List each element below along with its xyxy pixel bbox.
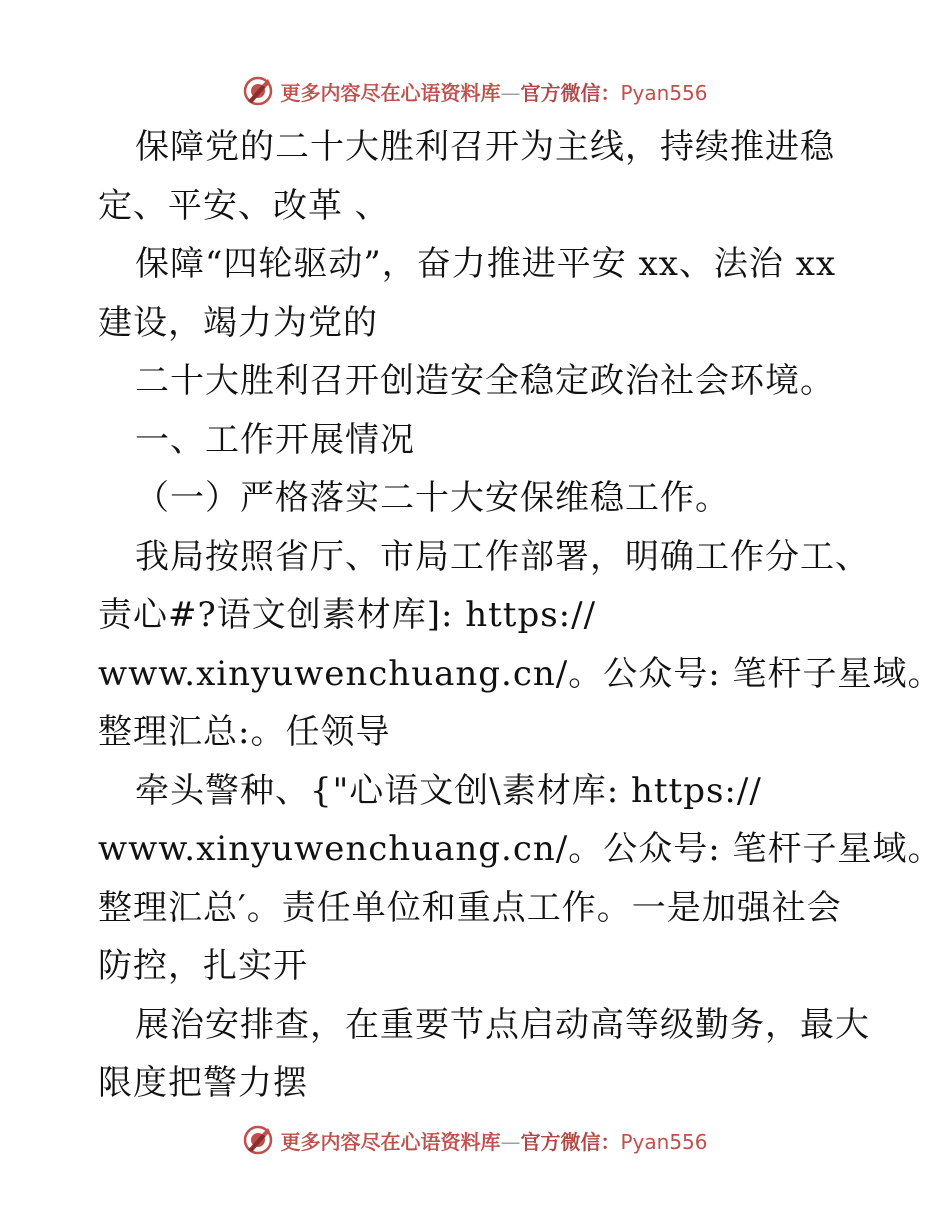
- text-line: 整理汇总′。责任单位和重点工作。一是加强社会: [98, 887, 842, 928]
- text-line: www.xinyuwenchuang.cn/。公众号: 笔杆子星域。: [98, 653, 943, 694]
- footer-wechat-id: Pyan556: [620, 1129, 708, 1154]
- header-wechat-label: 官方微信：: [520, 80, 621, 105]
- text-line: 整理汇总:。任领导: [98, 712, 391, 752]
- footer-wechat-label: 官方微信：: [520, 1129, 621, 1154]
- text-line: 我局按照省厅、市局工作部署，明确工作分工、: [135, 536, 870, 577]
- body-text: [98, 118, 943, 1113]
- pen-logo-icon: [242, 75, 274, 107]
- footer-banner-separator: —: [500, 1129, 521, 1154]
- footer-banner: [0, 1120, 950, 1160]
- text-line: 展治安排查，在重要节点启动高等级勤务，最大: [135, 1004, 870, 1045]
- footer-banner-text: [280, 1126, 707, 1155]
- header-banner-separator: —: [500, 80, 521, 105]
- text-line: www.xinyuwenchuang.cn/。公众号: 笔杆子星域。: [98, 829, 943, 869]
- text-line: 建设，竭力为党的: [98, 302, 378, 343]
- header-banner: [0, 71, 950, 111]
- text-line: 二十大胜利召开创造安全稳定政治社会环境。: [135, 361, 835, 401]
- subsection-heading: （一）严格落实二十大安保维稳工作。: [135, 478, 730, 518]
- text-line: 责心#?语文创素材库]: https://: [98, 595, 597, 635]
- header-banner-slogan: 更多内容尽在心语资料库: [280, 80, 501, 105]
- text-line: 牵头警种、{"心语文创\素材库: https://: [135, 770, 762, 811]
- header-banner-text: [280, 77, 707, 106]
- text-line: 保障党的二十大胜利召开为主线，持续推进稳: [135, 127, 835, 167]
- text-line: 保障“四轮驱动”，奋力推进平安 xx、法治 xx: [135, 244, 837, 284]
- footer-banner-slogan: 更多内容尽在心语资料库: [280, 1129, 501, 1154]
- text-line: 定、平安、改革 、: [98, 185, 390, 226]
- text-line: 限度把警力摆: [98, 1063, 308, 1103]
- pen-logo-icon: [242, 1124, 274, 1156]
- header-wechat-id: Pyan556: [620, 80, 708, 105]
- text-line: 防控，扎实开: [98, 946, 308, 986]
- section-heading: 一、工作开展情况: [135, 419, 415, 460]
